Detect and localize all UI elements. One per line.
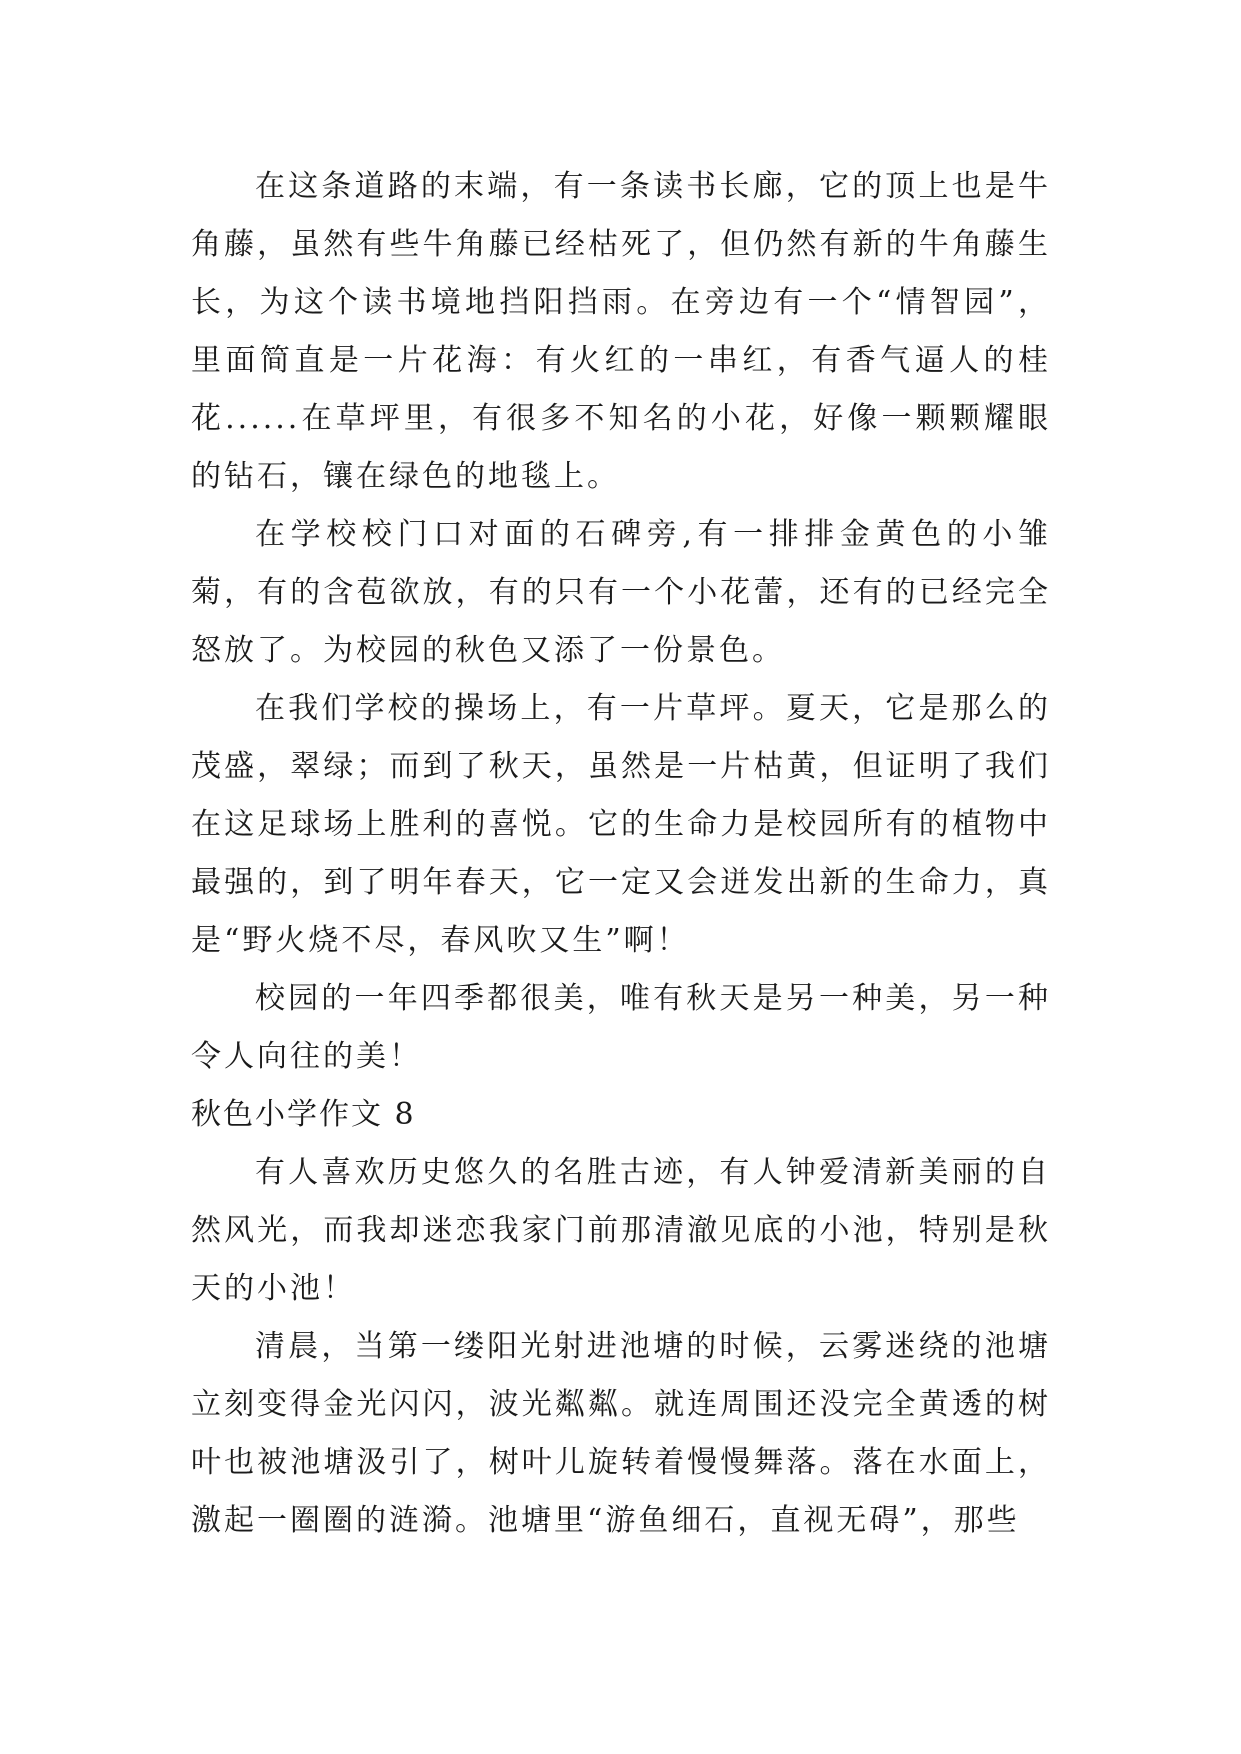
paragraph-reading-corridor: 在这条道路的末端，有一条读书长廊，它的顶上也是牛角藤，虽然有些牛角藤已经枯死了，但仍然有新的牛角藤生长，为这个读书境地挡阳挡雨。在旁边有一个“情智园”，里面简直是一片花海：有火红的一串红，有香气逼人的桂花......在草坪里，有很多不知名的小花，好像一颗颗耀眼的钻石，镶在绿色的地毯上。 [191, 169, 1051, 494]
paragraph-pond-morning: 清晨，当第一缕阳光射进池塘的时候，云雾迷绕的池塘立刻变得金光闪闪，波光粼粼。就连周围还没完全黄透的树叶也被池塘汲引了，树叶儿旋转着慢慢舞落。落在水面上，激起一圈圈的涟漪。池塘里“游鱼细石，直视无碍”，那些 [191, 1329, 1051, 1538]
paragraph-daisies: 在学校校门口对面的石碑旁,有一排排金黄色的小雏菊，有的含苞欲放，有的只有一个小花蕾，还有的已经完全怒放了。为校园的秋色又添了一份景色。 [191, 517, 1051, 668]
paragraph-playground-lawn: 在我们学校的操场上，有一片草坪。夏天，它是那么的茂盛，翠绿；而到了秋天，虽然是一片枯黄，但证明了我们在这足球场上胜利的喜悦。它的生命力是校园所有的植物中最强的，到了明年春天，它一定又会迸发出新的生命力，真是“野火烧不尽，春风吹又生”啊！ [191, 691, 1051, 958]
document-body [191, 158, 1051, 1550]
paragraph-campus-seasons: 校园的一年四季都很美，唯有秋天是另一种美，另一种令人向往的美！ [191, 981, 1051, 1074]
section-heading: 秋色小学作文 8 [191, 1097, 416, 1132]
paragraph-pond-intro: 有人喜欢历史悠久的名胜古迹，有人钟爱清新美丽的自然风光，而我却迷恋我家门前那清澈见底的小池，特别是秋天的小池！ [191, 1155, 1051, 1306]
